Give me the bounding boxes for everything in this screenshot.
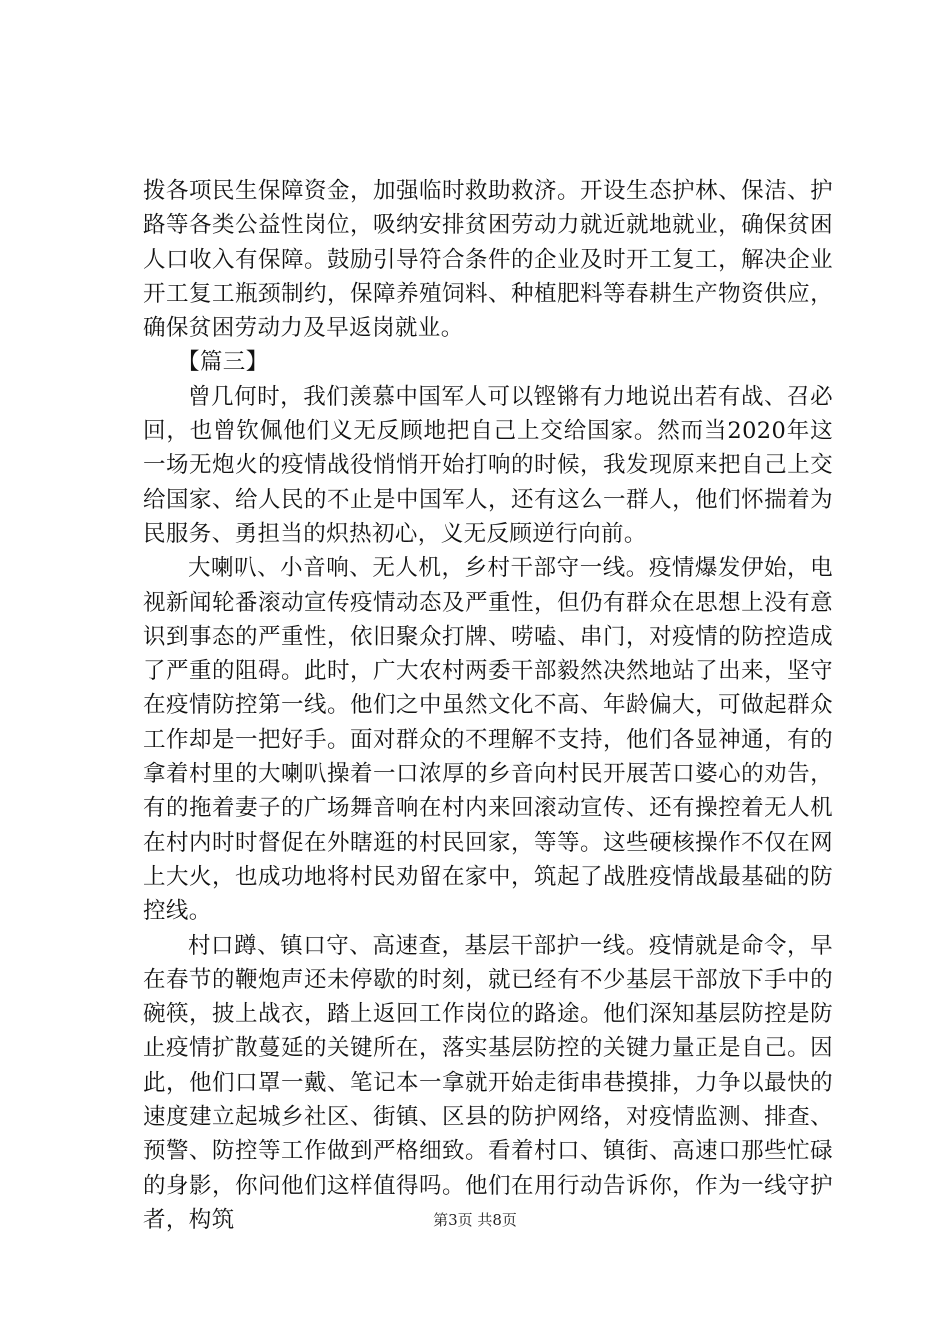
- paragraph-intro: 曾几何时，我们羡慕中国军人可以铿锵有力地说出若有战、召必回，也曾钦佩他们义无反顾地把自己上交给国家。然而当2020年这一场无炮火的疫情战役悄悄开始打响的时候，我发现原来把自己上交给国家、给人民的不止是中国军人，还有这么一群人，他们怀揣着为民服务、勇担当的炽热初心，义无反顾逆行向前。: [143, 383, 833, 547]
- paragraph-continued: 拨各项民生保障资金，加强临时救助救济。开设生态护林、保洁、护路等各类公益性岗位，吸纳安排贫困劳动力就近就地就业，确保贫困人口收入有保障。鼓励引导符合条件的企业及时开工复工，解决企业开工复工瓶颈制约，保障养殖饲料、种植肥料等春耕生产物资供应，确保贫困劳动力及早返岗就业。: [143, 178, 833, 342]
- page-footer: 第3页 共8页: [433, 1211, 517, 1229]
- section-heading: 【篇三】: [177, 349, 269, 376]
- paragraph-village-cadres: 大喇叭、小音响、无人机，乡村干部守一线。疫情爆发伊始，电视新闻轮番滚动宣传疫情动态及严重性，但仍有群众在思想上没有意识到事态的严重性，依旧聚众打牌、唠嗑、串门，对疫情的防控造成了严重的阻碍。此时，广大农村两委干部毅然决然地站了出来，坚守在疫情防控第一线。他们之中虽然文化不高、年龄偏大，可做起群众工作却是一把好手。面对群众的不理解不支持，他们各显神通，有的拿着村里的大喇叭操着一口浓厚的乡音向村民开展苦口婆心的劝告，有的拖着妻子的广场舞音响在村内来回滚动宣传、还有操控着无人机在村内时时督促在外瞎逛的村民回家，等等。这些硬核操作不仅在网上大火，也成功地将村民劝留在家中，筑起了战胜疫情战最基础的防控线。: [143, 555, 833, 925]
- paragraph-grassroots-cadres: 村口蹲、镇口守、高速查，基层干部护一线。疫情就是命令，早在春节的鞭炮声还未停歇的时刻，就已经有不少基层干部放下手中的碗筷，披上战衣，踏上返回工作岗位的路途。他们深知基层防控是防止疫情扩散蔓延的关键所在，落实基层防控的关键力量正是自己。因此，他们口罩一戴、笔记本一拿就开始走街串巷摸排，力争以最快的速度建立起城乡社区、街镇、区县的防护网络，对疫情监测、排查、预警、防控等工作做到严格细致。看着村口、镇街、高速口那些忙碌的身影，你问他们这样值得吗。他们在用行动告诉你，作为一线守护者，构筑: [143, 932, 833, 1233]
- document-body: [143, 174, 833, 1237]
